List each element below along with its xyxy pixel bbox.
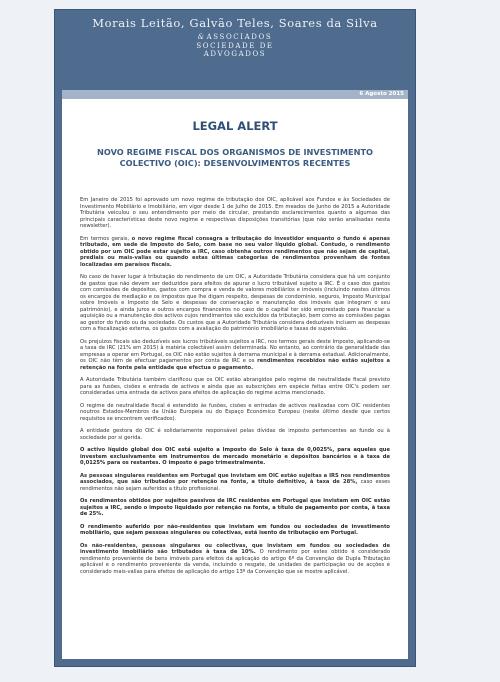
paragraph-10: Os rendimentos obtidos por sujeitos passivos de IRC residentes em Portugal que invistam em OIC estão sujeitos a IRC, sendo o imposto liquidado por retenção na fonte, a título de pagamento por conta, à taxa de 25%.: [80, 498, 390, 517]
firm-subtitle: [55, 33, 415, 59]
newsletter-frame: [55, 10, 415, 666]
paragraph-1: Em Janeiro de 2015 foi aprovado um novo regime de tributação dos OIC, aplicável aos Fundos e às Sociedades de Investimento Mobiliário e Imobiliário, em vigor desde 1 de Julho de 2015. Em meados de Junho de 2015 a Autoridade Tributária veiculou o seu entendimento por meio de circular, prestando esclarecimentos quanto a algumas das principais características deste novo regime e respectivas disposições transitórias (que não serão analisadas nesta newsletter).: [80, 197, 390, 229]
associates-line: ASSOCIADOS: [206, 33, 273, 41]
paragraph-5: A Autoridade Tributária também clarificou que os OIC estão abrangidos pelo regime de neutralidade fiscal previsto para as fusões, cisões e entrada de activos e ainda que as subscrições em espécie feitas entre OIC's podem ser consideradas uma entrada de activos para efeitos de aplicação do regime acima mencionado.: [80, 377, 390, 396]
document-body: [62, 99, 408, 659]
paragraph-4-body: Os prejuízos fiscais são deduzíveis aos lucros tributáveis sujeitos a IRC, nos termos gerais deste Imposto, aplicando-se a taxa de IRC (21% em 2015) à matéria colectável assim determinada. No entanto, ao contrário da generalidade das empresas a operar em Portugal, os OIC não estão sujeitos à derrama municipal e à derrama estadual. Adicionalmente, os OIC não têm de efectuar pagamentos por conta de IRC e os: [80, 338, 390, 364]
ampersand-glyph: &: [197, 33, 206, 41]
paragraph-12-tail: O rendimento por estes obtido é considerado rendimento proveniente de bens imóveis para efeitos da aplicação do artigo 6º da Convenção de Dupla Tributação aplicável e o rendimento proveniente da venda, incluindo o resgate, de unidades de participação ou de acções é considerado mais-valias para efeitos de aplicação do artigo 13º da Convenção que se mostre aplicável.: [80, 549, 390, 575]
firm-name: Morais Leitão, Galvão Teles, Soares da Silva: [92, 16, 378, 30]
paragraph-3: No caso de haver lugar à tributação do rendimento de um OIC, a Autoridade Tributária considera que há um conjunto de gastos que não devem ser deduzidos para efeitos de apurar o lucro tributável sujeito a IRC. É o caso dos gastos com comissões de depósitos, gastos com compra e venda de valores mobiliários e imóveis (incluindo nestes últimos os encargos de mediação e os impostos que lhe digam respeito, despesas de condomínio, seguros, Imposto Municipal sobre Imóveis e Imposto de Selo e despesas de conservação e manutenção dos imóveis que integram o seu património), e ainda juros e outros encargos financeiros no caso de o capital ter sido emprestado para financiar a aquisição ou a manutenção dos activos cujos rendimentos são excluídos da tributação, bem como as comissões pagas ao gestor do fundo ou da sociedade. Os custos que a Autoridade Tributária considera deduzíveis incluem as despesas com a fiscalização externa, os gastos com a avaliação do património imobiliário e taxas de supervisão.: [80, 274, 390, 332]
paragraph-4: [80, 339, 390, 372]
paragraph-9-emphasis: As pessoas singulares residentes em Portugal que invistam em OIC estão sujeitas a IRS nos rendimentos associados, que são tributados por retenção na fonte, a título definitivo, à taxa de 28%,: [80, 472, 390, 485]
article-title: NOVO REGIME FISCAL DOS ORGANISMOS DE INVESTIMENTO COLECTIVO (OIC): DESENVOLVIMENTOS RECENTES: [96, 147, 373, 168]
paragraph-4-emphasis: rendimentos recebidos não estão sujeitos a retenção na fonte pela entidade que efectua o pagamento.: [80, 358, 390, 371]
paragraph-6: O regime de neutralidade fiscal é estendido às fusões, cisões e entradas de activos realizadas com OIC residentes noutros Estados-Membros da União Europeia ou do Espaço Económico Europeu (neste último desde que certos requisitos se encontrem verificados).: [80, 402, 390, 422]
advogados-line: ADVOGADOS: [203, 50, 267, 58]
date-bar: [62, 90, 408, 99]
paragraph-12-emphasis: Os não-residentes, pessoas singulares ou colectivas, que invistam em fundos ou sociedades de investimento imobiliário são tributados à taxa de 10%.: [80, 542, 390, 555]
paragraph-7: A entidade gestora do OIC é solidariamente responsável pelas dívidas de imposto pertencentes ao fundo ou à sociedade por si gerida.: [80, 428, 390, 441]
paragraph-8: O activo líquido global dos OIC está sujeito a Imposto do Selo à taxa de 0,0025%, para aqueles que investem exclusivamente em instrumentos de mercado monetário e depósitos bancários e à taxa de 0,0125% para os restantes. O imposto é pago trimestralmente.: [80, 447, 390, 466]
issue-date: 6 Agosto 2015: [359, 91, 404, 97]
paragraph-11: O rendimento auferido por não-residentes que invistam em fundos ou sociedades de investimento mobiliário, que sejam pessoas singulares ou colectivas, está isento de tributação em Portugal.: [80, 523, 390, 536]
paragraph-2-lead: Em termos gerais,: [80, 235, 132, 242]
paragraph-9-tail: caso esses rendimentos não sejam auferidos a título profissional.: [80, 479, 390, 492]
legal-alert-heading: LEGAL ALERT: [192, 119, 278, 133]
paragraph-9: [80, 473, 390, 493]
paragraph-2: [80, 236, 390, 269]
paragraph-2-emphasis: o novo regime fiscal consagra a tributação do investidor enquanto o fundo é apenas tributado, em sede de Imposto do Selo, com base no seu valor líquido global. Contudo, o rendimento obtido por um OIC pode estar sujeito a IRC, caso obtenha outros rendimentos que não sejam de capital, prediais ou mais-valias ou quando estas últimas categorias de rendimentos provenham de fontes localizadas em paraísos fiscais.: [80, 235, 390, 268]
firm-logo: [55, 16, 415, 59]
paragraph-12: [80, 543, 390, 576]
sociedade-line: SOCIEDADE DE: [196, 41, 274, 50]
